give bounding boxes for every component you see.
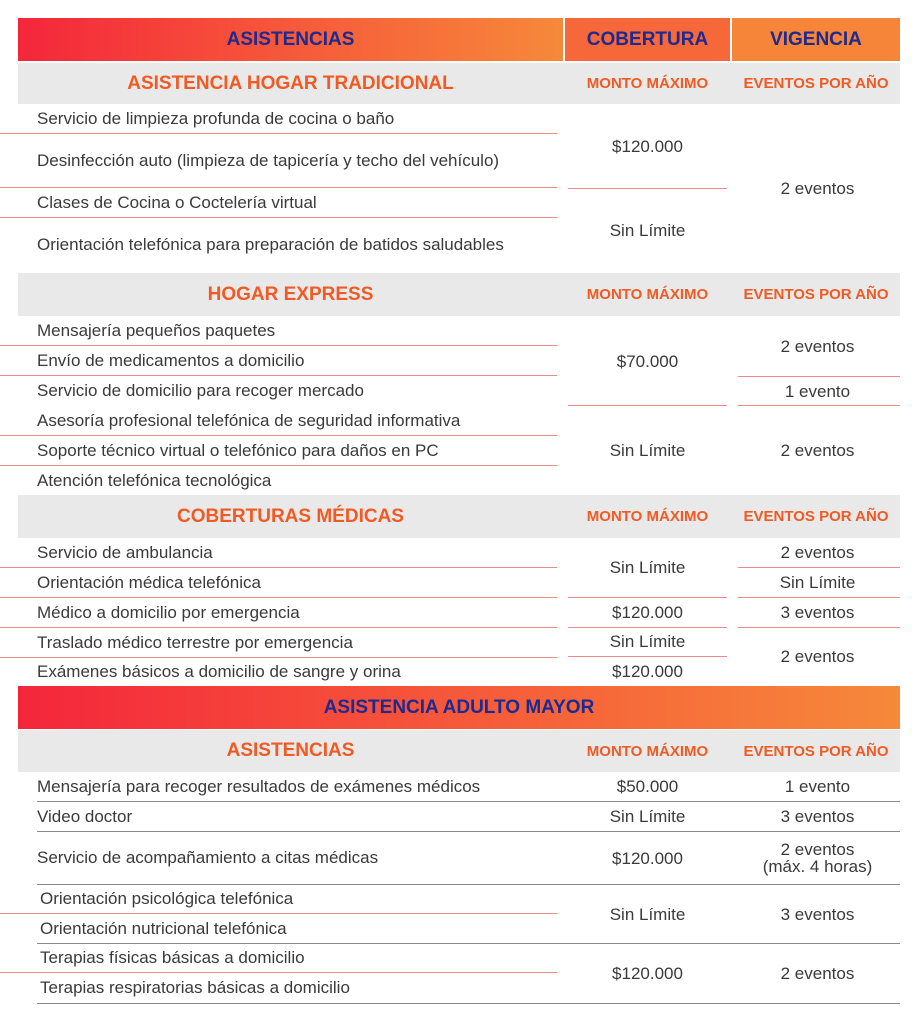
header-asistencias: ASISTENCIAS xyxy=(18,18,563,61)
eventos-value: 3 eventos xyxy=(780,807,855,826)
table-row: Clases de Cocina o Coctelería virtual xyxy=(0,188,557,218)
column-label-eventos: EVENTOS POR AÑO xyxy=(743,286,889,303)
monto-value: Sin Límite xyxy=(609,558,686,577)
eventos-value: 2 eventos xyxy=(780,178,855,198)
column-label-eventos: EVENTOS POR AÑO xyxy=(743,508,889,525)
banner-adulto-mayor: ASISTENCIA ADULTO MAYOR xyxy=(18,686,900,729)
column-label-monto: MONTO MÁXIMO xyxy=(586,742,709,760)
header-cobertura: COBERTURA xyxy=(565,18,730,61)
section-title: HOGAR EXPRESS xyxy=(207,283,374,305)
table-row: Servicio de ambulancia xyxy=(0,538,557,568)
eventos-value: Sin Límite xyxy=(779,573,856,592)
eventos-value: 1 evento xyxy=(784,777,851,796)
monto-value: Sin Límite xyxy=(609,221,686,240)
monto-value: Sin Límite xyxy=(609,807,686,826)
table-row: Médico a domicilio por emergencia xyxy=(0,598,557,628)
table-row: Orientación psicológica telefónica xyxy=(0,885,557,914)
monto-value: $50.000 xyxy=(616,777,679,796)
eventos-value xyxy=(735,832,900,884)
eventos-value: 2 eventos xyxy=(780,441,855,460)
table-row: Terapias físicas básicas a domicilio xyxy=(0,944,557,973)
eventos-count: 2 eventos xyxy=(780,840,855,859)
table-row: Mensajería para recoger resultados de exámenes médicos xyxy=(37,776,481,796)
table-row: Servicio de limpieza profunda de cocina o baño xyxy=(0,104,557,134)
section-title: ASISTENCIA HOGAR TRADICIONAL xyxy=(127,72,454,94)
monto-value: $70.000 xyxy=(616,351,679,371)
eventos-value: 2 eventos xyxy=(780,963,855,983)
table-row: Envío de medicamentos a domicilio xyxy=(0,346,557,376)
column-label-monto: MONTO MÁXIMO xyxy=(586,286,709,303)
table-row: Terapias respiratorias básicas a domicilio xyxy=(40,977,350,997)
column-label-monto: MONTO MÁXIMO xyxy=(586,75,709,92)
header-vigencia: VIGENCIA xyxy=(732,18,900,61)
eventos-note: (máx. 4 horas) xyxy=(762,857,873,876)
table-row: Traslado médico terrestre por emergencia xyxy=(0,628,557,658)
monto-value: $120.000 xyxy=(612,603,683,622)
monto-value: $120.000 xyxy=(612,963,683,983)
section-title: COBERTURAS MÉDICAS xyxy=(177,505,404,527)
table-row: Orientación nutricional telefónica xyxy=(40,918,287,938)
monto-value: Sin Límite xyxy=(609,904,686,924)
eventos-value: 2 eventos xyxy=(780,647,855,666)
column-label-eventos: EVENTOS POR AÑO xyxy=(743,75,889,92)
table-row: Exámenes básicos a domicilio de sangre y orina xyxy=(37,662,401,681)
table-row: Desinfección auto (limpieza de tapicería y techo del vehículo) xyxy=(0,134,557,188)
table-row: Asesoría profesional telefónica de seguridad informativa xyxy=(0,406,557,436)
table-row: Mensajería pequeños paquetes xyxy=(0,316,557,346)
monto-value: Sin Límite xyxy=(609,441,686,460)
eventos-value: 2 eventos xyxy=(780,336,855,356)
eventos-value: 3 eventos xyxy=(780,904,855,924)
table-row: Orientación médica telefónica xyxy=(0,568,557,598)
monto-value: $120.000 xyxy=(612,848,683,868)
eventos-value: 2 eventos xyxy=(780,543,855,562)
eventos-value: 3 eventos xyxy=(780,603,855,622)
eventos-value: 1 evento xyxy=(784,381,851,401)
section-title: ASISTENCIAS xyxy=(226,740,355,761)
divider xyxy=(37,1003,900,1004)
table-row: Servicio de acompañamiento a citas médicas xyxy=(37,848,379,867)
monto-value: $120.000 xyxy=(612,661,683,681)
column-label-monto: MONTO MÁXIMO xyxy=(586,508,709,525)
table-row: Atención telefónica tecnológica xyxy=(37,470,272,490)
monto-value: Sin Límite xyxy=(609,632,686,651)
monto-value: $120.000 xyxy=(612,136,683,156)
column-label-eventos: EVENTOS POR AÑO xyxy=(743,742,889,760)
table-row: Video doctor xyxy=(37,806,133,826)
table-row: Orientación telefónica para preparación de batidos saludables xyxy=(37,235,504,254)
table-row: Soporte técnico virtual o telefónico para daños en PC xyxy=(0,436,557,466)
table-row: Servicio de domicilio para recoger mercado xyxy=(37,381,364,400)
